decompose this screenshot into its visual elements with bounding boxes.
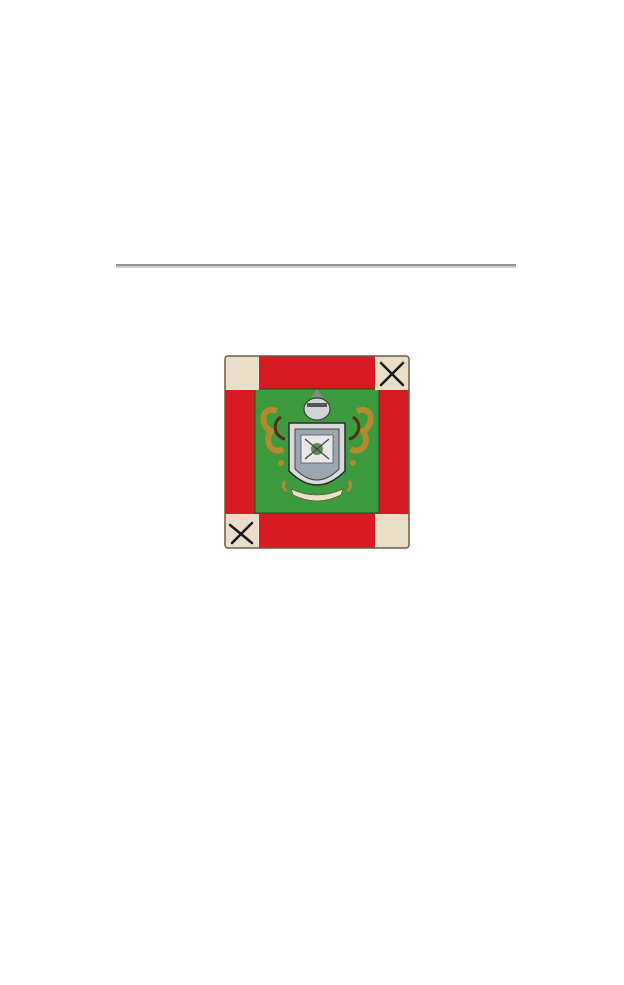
emblem-corner-top-left — [225, 356, 259, 390]
emblem-corner-bottom-left — [225, 514, 259, 548]
barbed-wire-divider — [116, 256, 516, 276]
unit-emblem — [221, 353, 413, 552]
emblem-corner-bottom-right — [375, 514, 409, 548]
